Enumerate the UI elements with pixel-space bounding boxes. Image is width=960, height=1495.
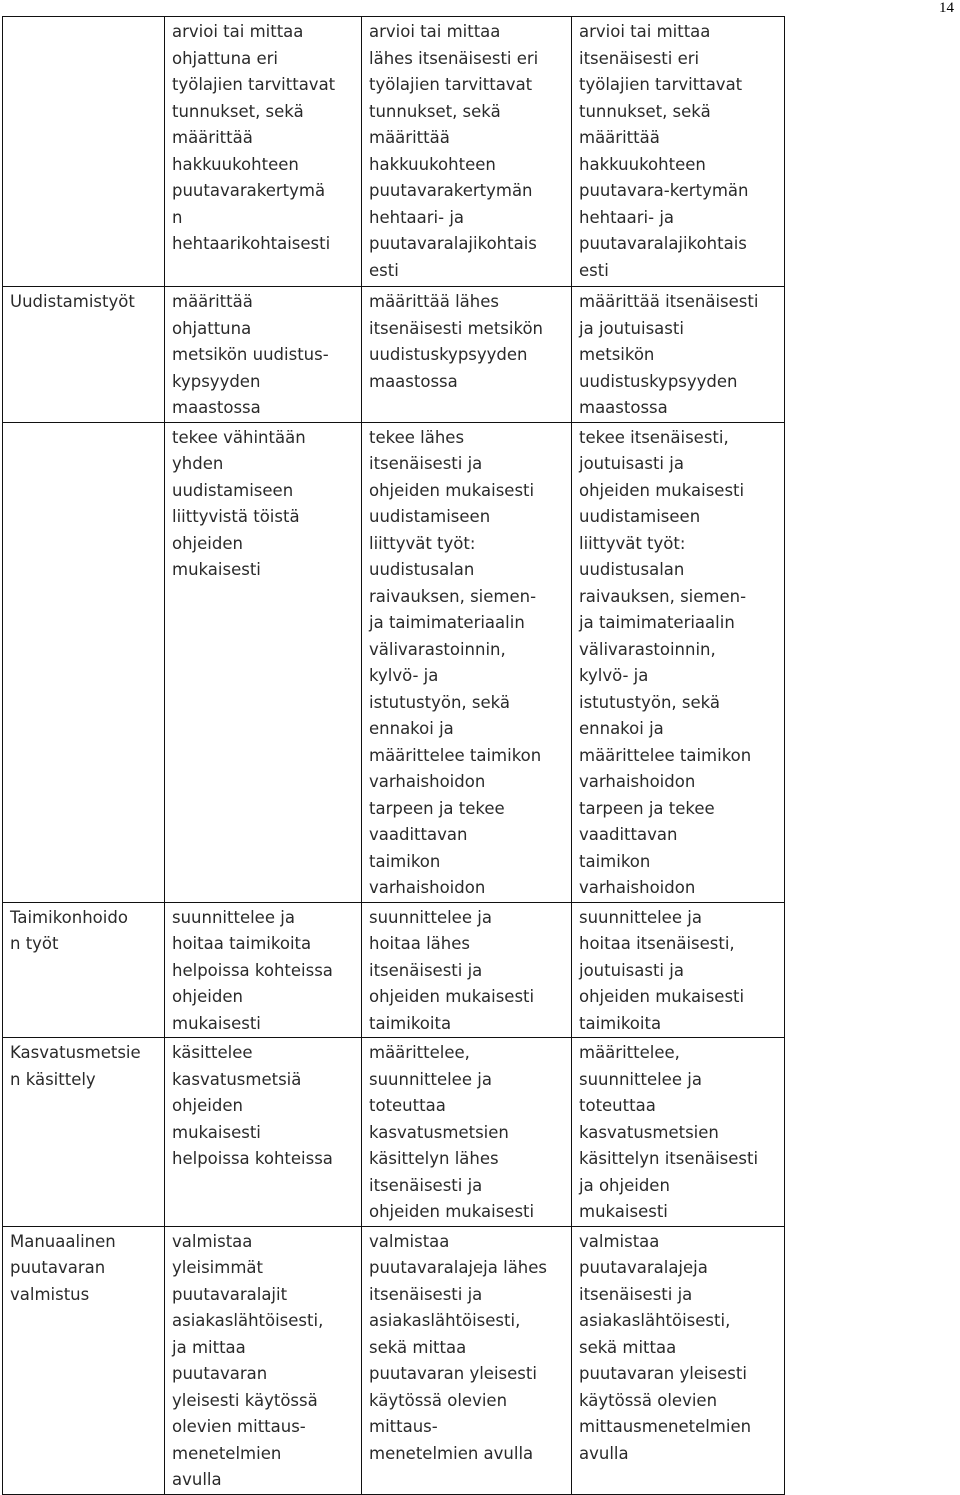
grade-cell-hyva [362, 1226, 572, 1494]
table-row [3, 1226, 785, 1494]
area-cell [3, 1226, 165, 1494]
area-cell [3, 1038, 165, 1227]
assessment-criteria-table [2, 16, 785, 1495]
criterion-text: määrittelee, suunnittelee ja toteuttaa kasvatusmetsien käsittelyn lähes itsenäisesti ja ohjeiden mukaisesti [369, 1043, 535, 1221]
criterion-text: valmistaa puutavaralajeja lähes itsenäisesti ja asiakaslähtöisesti, sekä mittaa puutavaran yleisesti käytössä olevien mittaus- menetelmien avulla [369, 1231, 548, 1463]
grade-cell-tyydyttava [165, 1226, 362, 1494]
criterion-text: tekee lähes itsenäisesti ja ohjeiden mukaisesti uudistamiseen liittyvät työt: uudistusalan raivauksen, siemen- ja taimimateriaalin välivarastoinnin, kylvö- ja istutustyön, sekä ennakoi ja määrittelee taimikon varhaishoidon tarpeen ja tekee vaadittavan taimikon varhaishoidon [369, 427, 542, 897]
area-label: Kasvatusmetsie n käsittely [10, 1043, 141, 1089]
criterion-text: tekee itsenäisesti, joutuisasti ja ohjeiden mukaisesti uudistamiseen liittyvät työt: uudistusalan raivauksen, siemen- ja taimimateriaalin välivarastoinnin, kylvö- ja istutustyön, sekä ennakoi ja määrittelee taimikon varhaishoidon tarpeen ja tekee vaadittavan taimikon varhaishoidon [579, 427, 752, 897]
criterion-text: suunnittelee ja hoitaa taimikoita helpoissa kohteissa ohjeiden mukaisesti [172, 907, 333, 1033]
grade-cell-hyva [362, 1038, 572, 1227]
table-row [3, 17, 785, 287]
grade-cell-kiitettava [572, 1038, 785, 1227]
criterion-text: tekee vähintään yhden uudistamiseen liittyvistä töistä ohjeiden mukaisesti [172, 427, 306, 579]
grade-cell-tyydyttava [165, 422, 362, 902]
criterion-text: määrittää lähes itsenäisesti metsikön uudistuskypsyyden maastossa [369, 292, 543, 391]
grade-cell-kiitettava [572, 287, 785, 423]
criterion-text: käsittelee kasvatusmetsiä ohjeiden mukaisesti helpoissa kohteissa [172, 1043, 333, 1168]
grade-cell-hyva [362, 422, 572, 902]
area-label: Taimikonhoido n työt [10, 907, 128, 953]
table-row [3, 1038, 785, 1227]
area-cell [3, 902, 165, 1038]
criterion-text: valmistaa yleisimmät puutavaralajit asiakaslähtöisesti, ja mittaa puutavaran yleisesti käytössä olevien mittaus- menetelmien avulla [172, 1231, 324, 1489]
grade-cell-kiitettava [572, 1226, 785, 1494]
criterion-text: määrittää itsenäisesti ja joutuisasti metsikön uudistuskypsyyden maastossa [579, 292, 759, 417]
grade-cell-hyva [362, 17, 572, 287]
grade-cell-kiitettava [572, 17, 785, 287]
criterion-text: valmistaa puutavaralajeja itsenäisesti ja asiakaslähtöisesti, sekä mittaa puutavaran yleisesti käytössä olevien mittausmenetelmien avulla [579, 1231, 752, 1463]
table-row [3, 902, 785, 1038]
area-label: Manuaalinen puutavaran valmistus [10, 1231, 116, 1304]
table-row [3, 422, 785, 902]
page-number: 14 [939, 0, 954, 16]
grade-cell-tyydyttava [165, 287, 362, 423]
criterion-text: suunnittelee ja hoitaa itsenäisesti, joutuisasti ja ohjeiden mukaisesti taimikoita [579, 907, 745, 1033]
criterion-text: arvioi tai mittaa itsenäisesti eri työlajien tarvittavat tunnukset, sekä määrittää hakkuukohteen puutavara-kertymän hehtaari- ja puutavaralajikohtais esti [579, 22, 749, 280]
criterion-text: arvioi tai mittaa lähes itsenäisesti eri työlajien tarvittavat tunnukset, sekä määrittää hakkuukohteen puutavarakertymän hehtaari- ja puutavaralajikohtais esti [369, 22, 539, 280]
grade-cell-kiitettava [572, 902, 785, 1038]
area-cell [3, 17, 165, 287]
criterion-text: arvioi tai mittaa ohjattuna eri työlajien tarvittavat tunnukset, sekä määrittää hakkuukohteen puutavarakertymä n hehtaarikohtaisesti [172, 22, 336, 253]
area-label: Uudistamistyöt [10, 292, 135, 311]
criterion-text: määrittää ohjattuna metsikön uudistus- kypsyyden maastossa [172, 292, 329, 417]
grade-cell-tyydyttava [165, 1038, 362, 1227]
area-cell [3, 422, 165, 902]
grade-cell-tyydyttava [165, 17, 362, 287]
table-row [3, 287, 785, 423]
criterion-text: suunnittelee ja hoitaa lähes itsenäisesti ja ohjeiden mukaisesti taimikoita [369, 907, 535, 1033]
area-cell [3, 287, 165, 423]
grade-cell-tyydyttava [165, 902, 362, 1038]
grade-cell-kiitettava [572, 422, 785, 902]
grade-cell-hyva [362, 287, 572, 423]
grade-cell-hyva [362, 902, 572, 1038]
criterion-text: määrittelee, suunnittelee ja toteuttaa kasvatusmetsien käsittelyn itsenäisesti ja ohjeiden mukaisesti [579, 1043, 759, 1221]
